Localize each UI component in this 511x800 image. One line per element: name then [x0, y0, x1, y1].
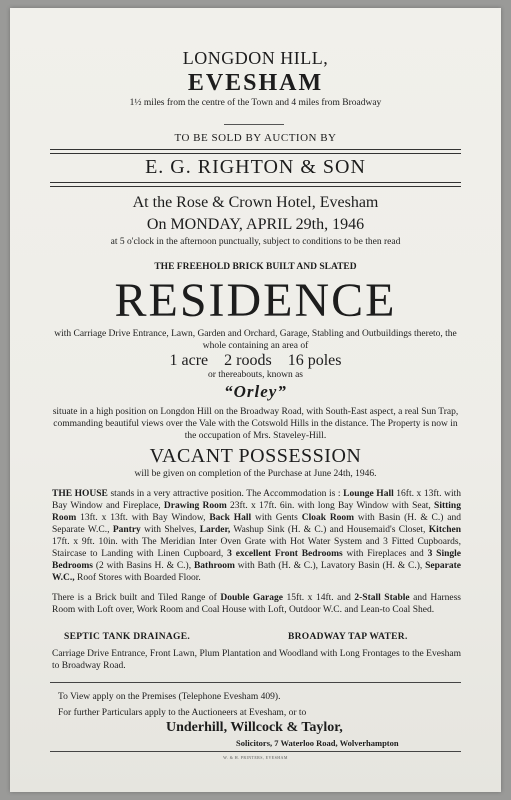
headline: RESIDENCE — [114, 274, 397, 327]
completion-line: will be given on completion of the Purchase at June 24th, 1946. — [134, 469, 377, 479]
viewing-line: To View apply on the Premises (Telephone Evesham 409). — [58, 692, 281, 702]
short-divider — [224, 124, 284, 125]
divider-bottom — [50, 182, 461, 187]
particulars-line: For further Particulars apply to the Auctioneers at Evesham, or to — [58, 708, 307, 718]
possession-heading: VACANT POSSESSION — [149, 445, 362, 467]
house-description: THE HOUSE stands in a very attractive position. The Accommodation is : Lounge Hall 16ft. x 13ft. with Bay Window and Fireplace, Drawing Room 23ft. x 17ft. 6in. with long Bay Window with Seat, Sitting Room 13ft. x 13ft. with Bay Window, Back Hall with Gents Cloak Room with Basin (H. & C.) and Separate W.C., Pantry with Shelves, Larder, Washup Sink (H. & C.) and Housemaid's Closet, Kitchen 17ft. x 9ft. 10in. with The Meridian Inter Oven Grate with Hot Water System and 3 Fitted Cupboards, Staircase to Landing with Linen Cupboard, 3 excellent Front Bedrooms with Fireplaces and 3 Single Bedrooms (2 with Basins H. & C.), Bathroom with Bath (H. & C.), Lavatory Basin (H. & C.), Separate W.C., Roof Stores with Boarded Floor. — [52, 489, 462, 583]
auction-poster — [10, 8, 501, 792]
house-name: “Orley” — [224, 382, 287, 401]
divider-bottom-rule — [50, 751, 461, 752]
sale-notice: TO BE SOLD BY AUCTION BY — [174, 132, 337, 144]
area-line: 1 acre 2 roods 16 poles — [169, 352, 342, 369]
grounds-text: with Carriage Drive Entrance, Lawn, Garden and Orchard, Garage, Stabling and Outbuildings thereto, the whole containing an area of — [54, 329, 457, 351]
date-line: On MONDAY, APRIL 29th, 1946 — [146, 216, 365, 233]
solicitors-address: Solicitors, 7 Waterloo Road, Wolverhampton — [236, 738, 399, 748]
venue-line: At the Rose & Crown Hotel, Evesham — [132, 194, 379, 211]
situation-text: situate in a high position on Longdon Hill on the Broadway Road, with South-East aspect, a real Sun Trap, commanding beautiful views over the Vale with the Cotswold Hills in the distance. The Property is now in the occupation of Mrs. Staveley-Hill. — [52, 407, 459, 441]
divider-footer — [50, 682, 461, 683]
water-feature: BROADWAY TAP WATER. — [288, 632, 408, 642]
distance-line: 1½ miles from the centre of the Town and 4 miles from Broadway — [129, 98, 382, 108]
house-lead: THE HOUSE — [52, 489, 108, 499]
land-description: Carriage Drive Entrance, Front Lawn, Plum Plantation and Woodland with Long Frontages to the Evesham to Broadway Road. — [52, 649, 461, 671]
printer-imprint: W. & H. PRINTERS, EVESHAM — [223, 755, 288, 760]
known-as-line: or thereabouts, known as — [208, 370, 303, 380]
divider-top — [50, 149, 461, 154]
drainage-feature: SEPTIC TANK DRAINAGE. — [64, 632, 191, 642]
construction-line: THE FREEHOLD BRICK BUILT AND SLATED — [154, 262, 357, 272]
outbuildings-description: There is a Brick built and Tiled Range of Double Garage 15ft. x 14ft. and 2-Stall Stable and Harness Room with Loft over, Work Room and Coal House with Loft, Outdoor W.C. and Lean-to Coal Shed. — [52, 593, 461, 615]
solicitors-name: Underhill, Willcock & Taylor, — [166, 720, 343, 735]
town-title: EVESHAM — [187, 70, 324, 96]
auctioneer-name: E. G. RIGHTON & SON — [145, 156, 366, 178]
time-line: at 5 o'clock in the afternoon punctually, subject to conditions to be then read — [110, 237, 401, 247]
location-line: LONGDON HILL, — [182, 48, 329, 68]
